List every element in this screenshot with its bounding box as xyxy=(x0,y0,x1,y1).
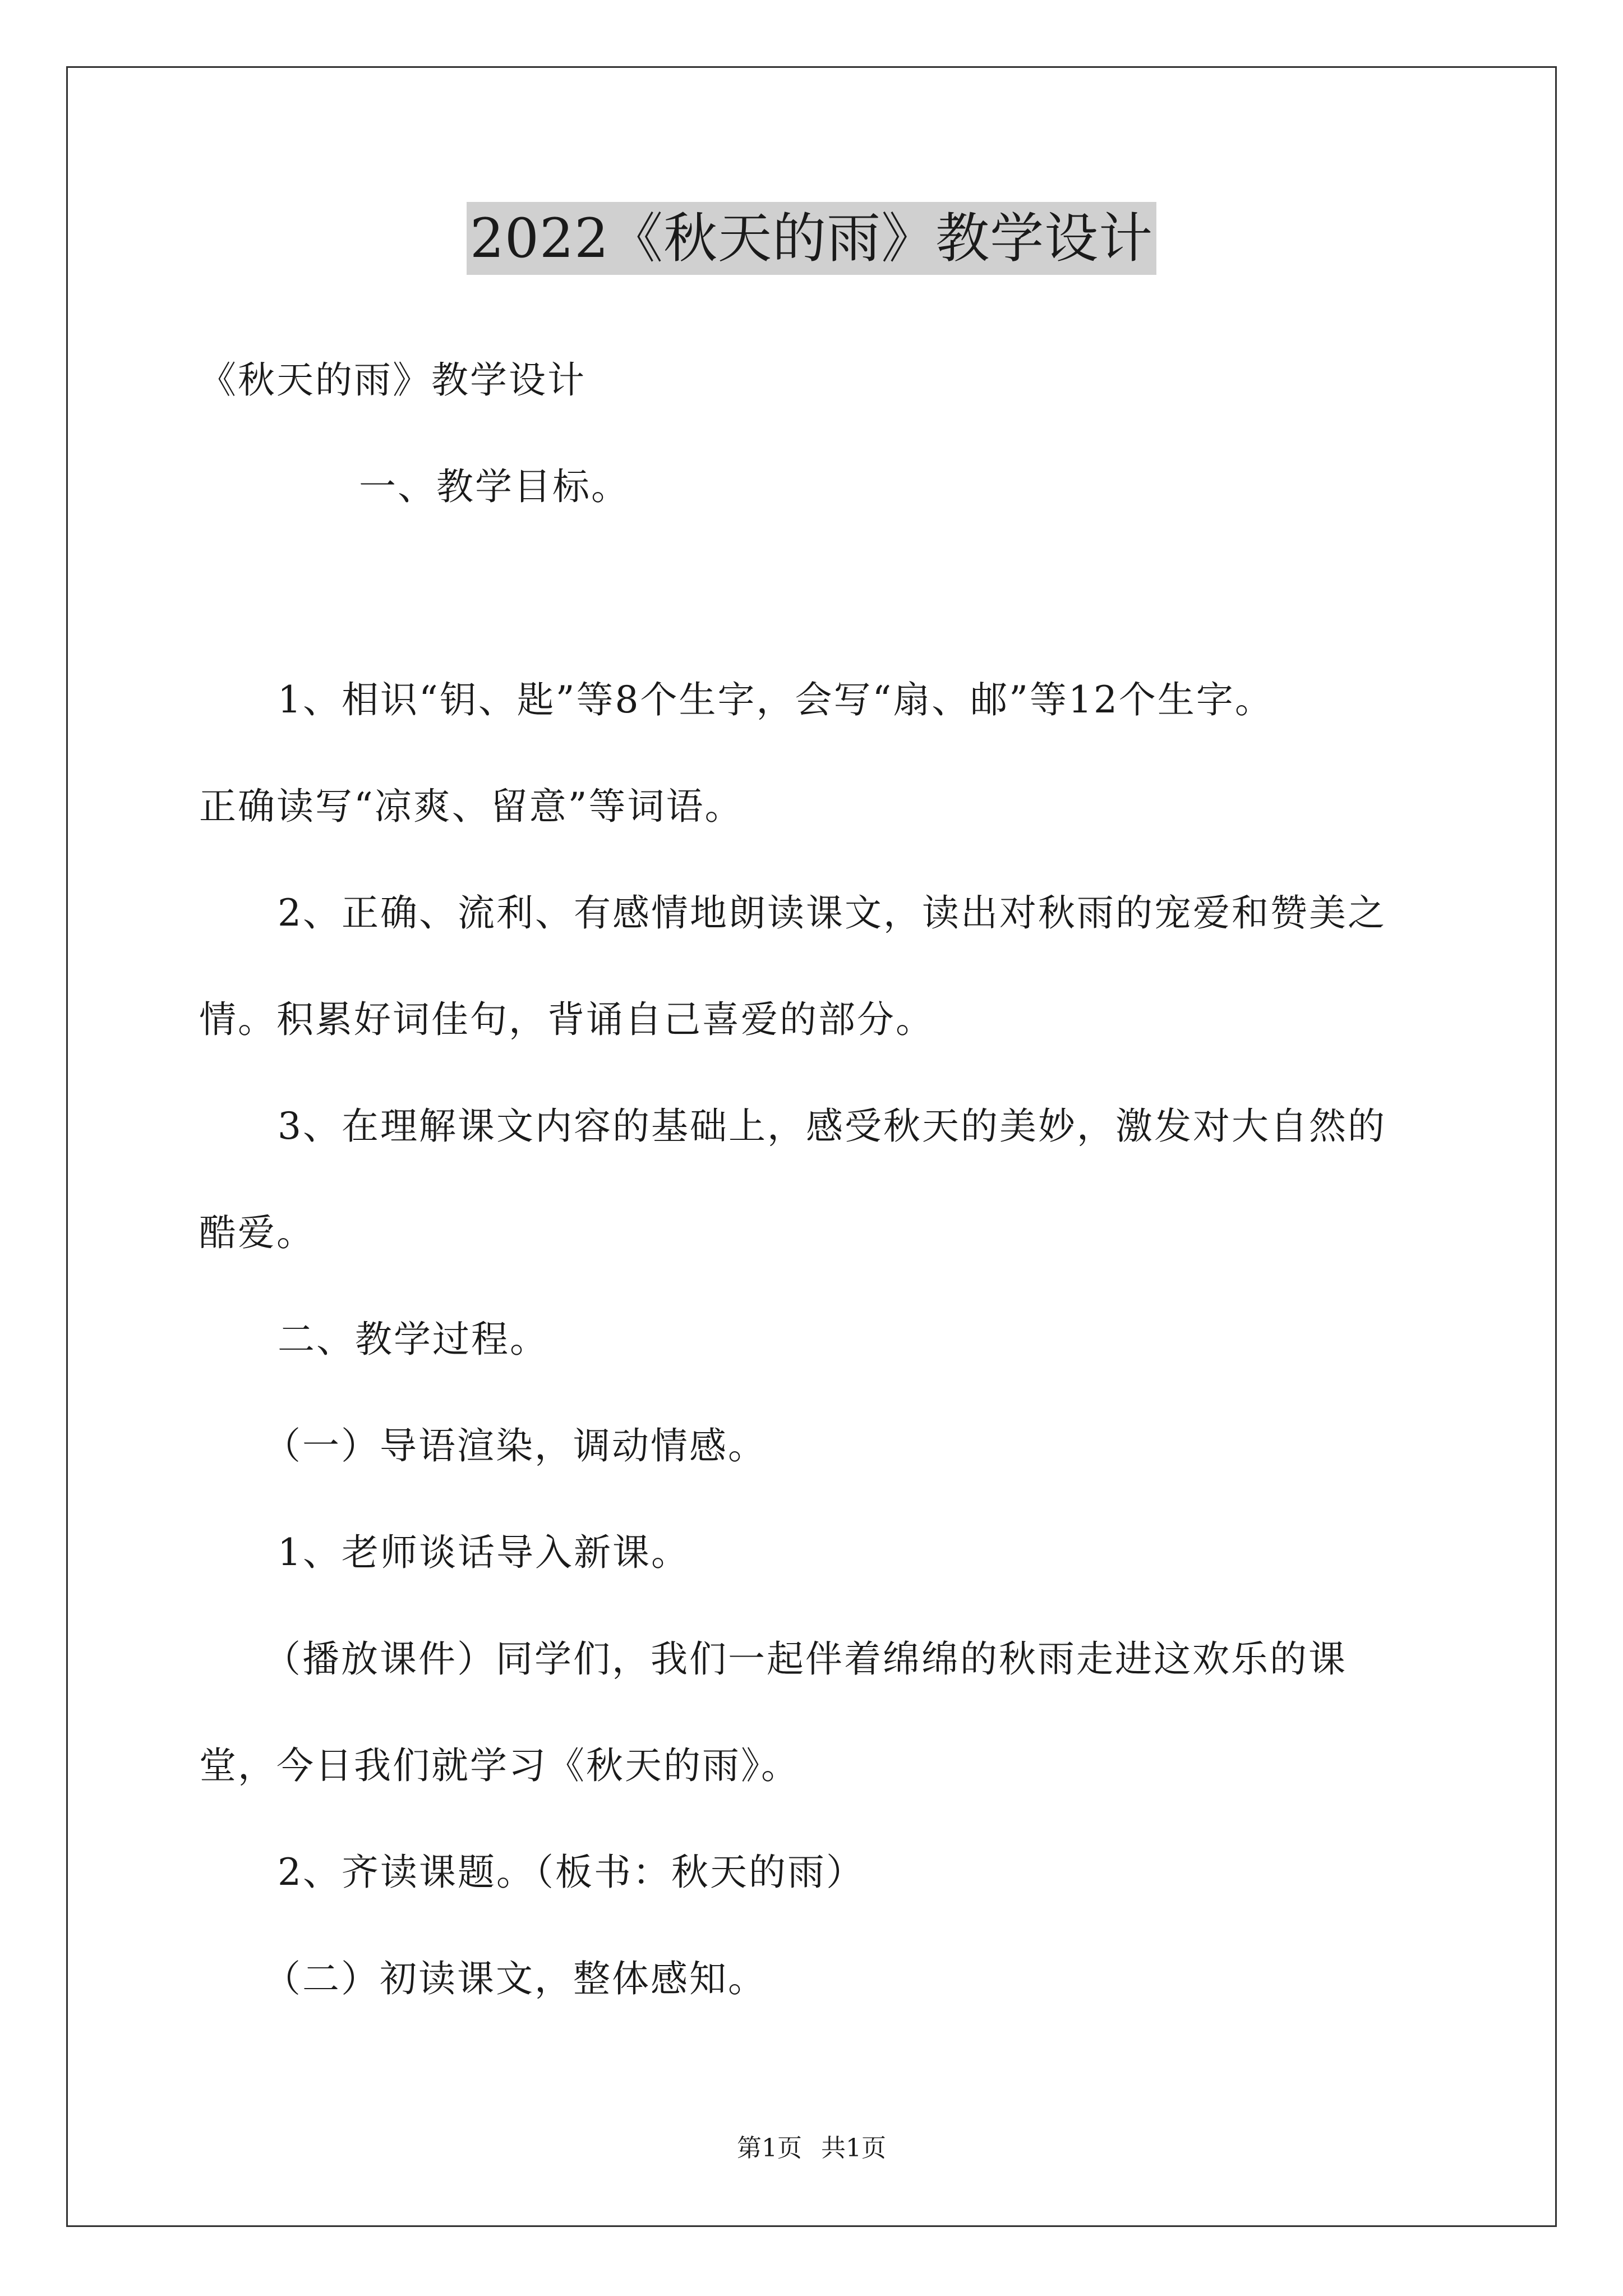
paragraph-line: 酷爱。 xyxy=(199,1211,315,1254)
subsection-heading: （一）导语渲染，调动情感。 xyxy=(264,1424,767,1467)
paragraph-line: 1、相识“钥、匙”等8个生字，会写“扇、邮”等12个生字。 xyxy=(278,678,1274,721)
subsection-heading: （二）初读课文，整体感知。 xyxy=(264,1957,767,2000)
paragraph-line: 3、在理解课文内容的基础上，感受秋天的美妙，激发对大自然的 xyxy=(278,1105,1386,1148)
paragraph-line: 正确读写“凉爽、留意”等词语。 xyxy=(199,785,744,828)
paragraph-line: 堂，今日我们就学习《秋天的雨》。 xyxy=(199,1744,800,1787)
paragraph-line: 2、齐读课题。（板书：秋天的雨） xyxy=(278,1851,865,1894)
page-number: 第1页 xyxy=(737,2134,802,2162)
section-heading-objectives: 一、教学目标。 xyxy=(359,465,630,508)
paragraph-line: 情。积累好词佳句，背诵自己喜爱的部分。 xyxy=(199,998,934,1041)
title-container xyxy=(0,202,1623,275)
section-heading-process: 二、教学过程。 xyxy=(278,1318,548,1361)
paragraph-line: 2、正确、流利、有感情地朗读课文，读出对秋雨的宠爱和赞美之 xyxy=(278,891,1386,935)
document-title: 2022《秋天的雨》教学设计 xyxy=(467,202,1156,275)
paragraph-line: 1、老师谈话导入新课。 xyxy=(278,1531,690,1574)
page-footer xyxy=(0,2132,1623,2165)
page-total: 共1页 xyxy=(821,2134,886,2162)
paragraph-line: （播放课件）同学们，我们一起伴着绵绵的秋雨走进这欢乐的课 xyxy=(264,1637,1347,1681)
document-subtitle: 《秋天的雨》教学设计 xyxy=(199,358,586,402)
